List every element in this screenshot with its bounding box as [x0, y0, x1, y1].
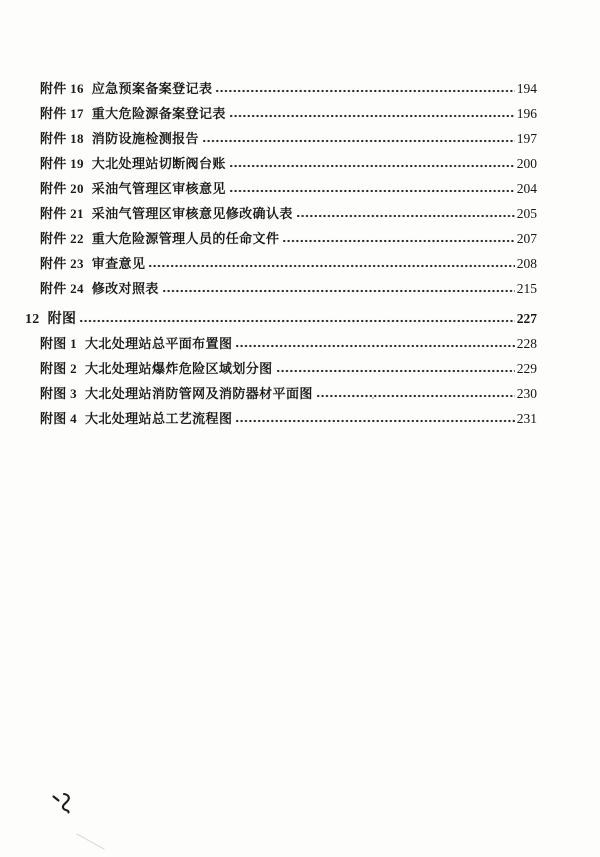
- toc-entry-label: 附件 21: [40, 206, 84, 221]
- toc-entry-page: 231: [516, 411, 537, 426]
- toc-entry-label: 附件 22: [40, 231, 84, 246]
- dotted-leader: [229, 114, 515, 118]
- toc-entry-label: 附图 4: [40, 411, 77, 426]
- toc-entry-title: 采油气管理区审核意见修改确认表: [91, 206, 293, 221]
- toc-entry: [25, 201, 537, 226]
- toc-entry: [25, 226, 537, 251]
- toc-entry: [25, 276, 537, 301]
- dotted-leader: [162, 289, 515, 293]
- toc-entry-label: 附件 18: [40, 131, 84, 146]
- toc-entry-page: 204: [516, 181, 537, 196]
- toc-entry-page: 194: [516, 81, 537, 96]
- dotted-leader: [229, 164, 515, 168]
- pen-scribble-mark: [50, 789, 76, 817]
- toc-entry-page: 200: [516, 156, 537, 171]
- toc-entry-title: 审查意见: [91, 256, 146, 271]
- toc-entry-label: 附图 1: [40, 336, 77, 351]
- toc-entry: [25, 251, 537, 276]
- toc-entry-title: 大北处理站爆炸危险区域划分图: [84, 361, 273, 376]
- dotted-leader: [202, 139, 515, 143]
- toc-entry-label: 附图 3: [40, 386, 77, 401]
- toc-entry-label: 附件 17: [40, 106, 84, 121]
- toc-entry-title: 大北处理站消防管网及消防器材平面图: [84, 386, 313, 401]
- toc-entry-page: 228: [516, 336, 537, 351]
- toc-entry-page: 230: [516, 386, 537, 401]
- toc-entry-title: 重大危险源管理人员的任命文件: [91, 231, 280, 246]
- toc-entry: [25, 356, 537, 381]
- scan-scratch-mark: [76, 833, 106, 850]
- toc-entry-page: 197: [516, 131, 537, 146]
- toc-entry-page: 205: [516, 206, 537, 221]
- toc-entry-title: 大北处理站切断阀台账: [91, 156, 226, 171]
- toc-entry-title: 消防设施检测报告: [91, 131, 199, 146]
- toc-entry-label: 附图 2: [40, 361, 77, 376]
- dotted-leader: [79, 319, 514, 323]
- toc-entry-page: 229: [516, 361, 537, 376]
- toc-entry-title: 重大危险源备案登记表: [91, 106, 226, 121]
- dotted-leader: [282, 239, 514, 243]
- toc-entry-page: 227: [516, 311, 537, 326]
- toc-list: [0, 76, 600, 431]
- toc-entry: [25, 331, 537, 356]
- toc-entry-title: 附图: [47, 312, 77, 327]
- toc-entry: [25, 381, 537, 406]
- toc-entry: [25, 126, 537, 151]
- toc-entry-title: 大北处理站总平面布置图: [84, 336, 233, 351]
- toc-entry-page: 207: [516, 231, 537, 246]
- toc-entry: [25, 76, 537, 101]
- toc-entry-label: 附件 19: [40, 156, 84, 171]
- dotted-leader: [276, 369, 515, 373]
- toc-entry-label: 12: [25, 312, 40, 327]
- toc-entry-title: 修改对照表: [91, 281, 159, 296]
- toc-entry-label: 附件 23: [40, 256, 84, 271]
- toc-entry-page: 208: [516, 256, 537, 271]
- dotted-leader: [215, 89, 514, 93]
- toc-entry: [25, 306, 537, 331]
- toc-entry: [25, 406, 537, 431]
- toc-entry-title: 采油气管理区审核意见: [91, 181, 226, 196]
- toc-entry-title: 应急预案备案登记表: [91, 81, 213, 96]
- toc-entry-label: 附件 20: [40, 181, 84, 196]
- toc-entry-label: 附件 24: [40, 281, 84, 296]
- toc-entry-label: 附件 16: [40, 81, 84, 96]
- dotted-leader: [148, 264, 514, 268]
- scan-speck: [372, 397, 374, 399]
- dotted-leader: [229, 189, 515, 193]
- dotted-leader: [235, 419, 514, 423]
- toc-entry: [25, 176, 537, 201]
- toc-entry: [25, 101, 537, 126]
- dotted-leader: [235, 344, 514, 348]
- toc-entry-page: 196: [516, 106, 537, 121]
- dotted-leader: [296, 214, 515, 218]
- dotted-leader: [316, 394, 515, 398]
- toc-entry: [25, 151, 537, 176]
- toc-entry-page: 215: [516, 281, 537, 296]
- toc-entry-title: 大北处理站总工艺流程图: [84, 411, 233, 426]
